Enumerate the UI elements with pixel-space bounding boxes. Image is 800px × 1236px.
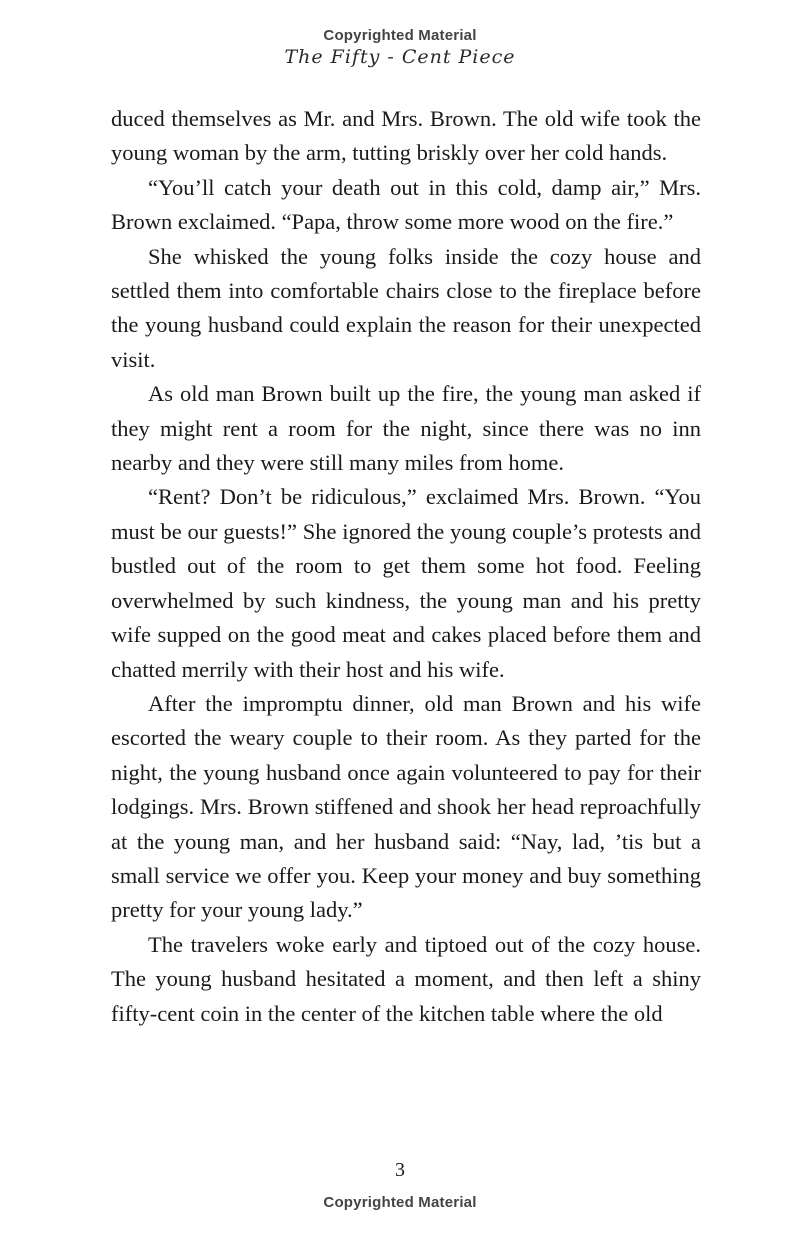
- paragraph: duced themselves as Mr. and Mrs. Brown. The old wife took the young woman by the arm, tutting briskly over her cold hands.: [111, 106, 701, 166]
- copyright-watermark-top: Copyrighted Material: [323, 27, 477, 44]
- paragraph: The travelers woke early and tiptoed out of the cozy house. The young husband hesitated a moment, and then left a shiny fifty-cent coin in the center of the kitchen table where the old: [111, 931, 701, 1026]
- page-number: 3: [395, 1159, 405, 1181]
- running-head: The Fifty - Cent Piece: [284, 46, 516, 68]
- paragraph: After the impromptu dinner, old man Brown and his wife escorted the weary couple to their room. As they parted for the night, the young husband once again volunteered to pay for their lodgings. Mrs. Brown stiffened and shook her head reproachfully at the young man, and her husband said: “Nay, lad, ’tis but a small service we offer you. Keep your money and buy something pretty for your young lady.”: [111, 690, 701, 923]
- paragraph: “You’ll catch your death out in this cold, damp air,” Mrs. Brown exclaimed. “Papa, throw some more wood on the fire.”: [111, 174, 701, 235]
- paragraph: She whisked the young folks inside the cozy house and settled them into comfortable chairs close to the fireplace before the young husband could explain the reason for their unexpected visit.: [111, 243, 701, 372]
- paragraph: “Rent? Don’t be ridiculous,” exclaimed Mrs. Brown. “You must be our guests!” She ignored the young couple’s protests and bustled out of the room to get them some hot food. Feeling overwhelmed by such kindness, the young man and his pretty wife supped on the good meat and cakes placed before them and chatted merrily with their host and his wife.: [111, 484, 701, 682]
- body-text: [111, 102, 701, 1031]
- copyright-watermark-bottom: Copyrighted Material: [323, 1194, 477, 1211]
- paragraph: As old man Brown built up the fire, the young man asked if they might rent a room for the night, since there was no inn nearby and they were still many miles from home.: [111, 381, 701, 476]
